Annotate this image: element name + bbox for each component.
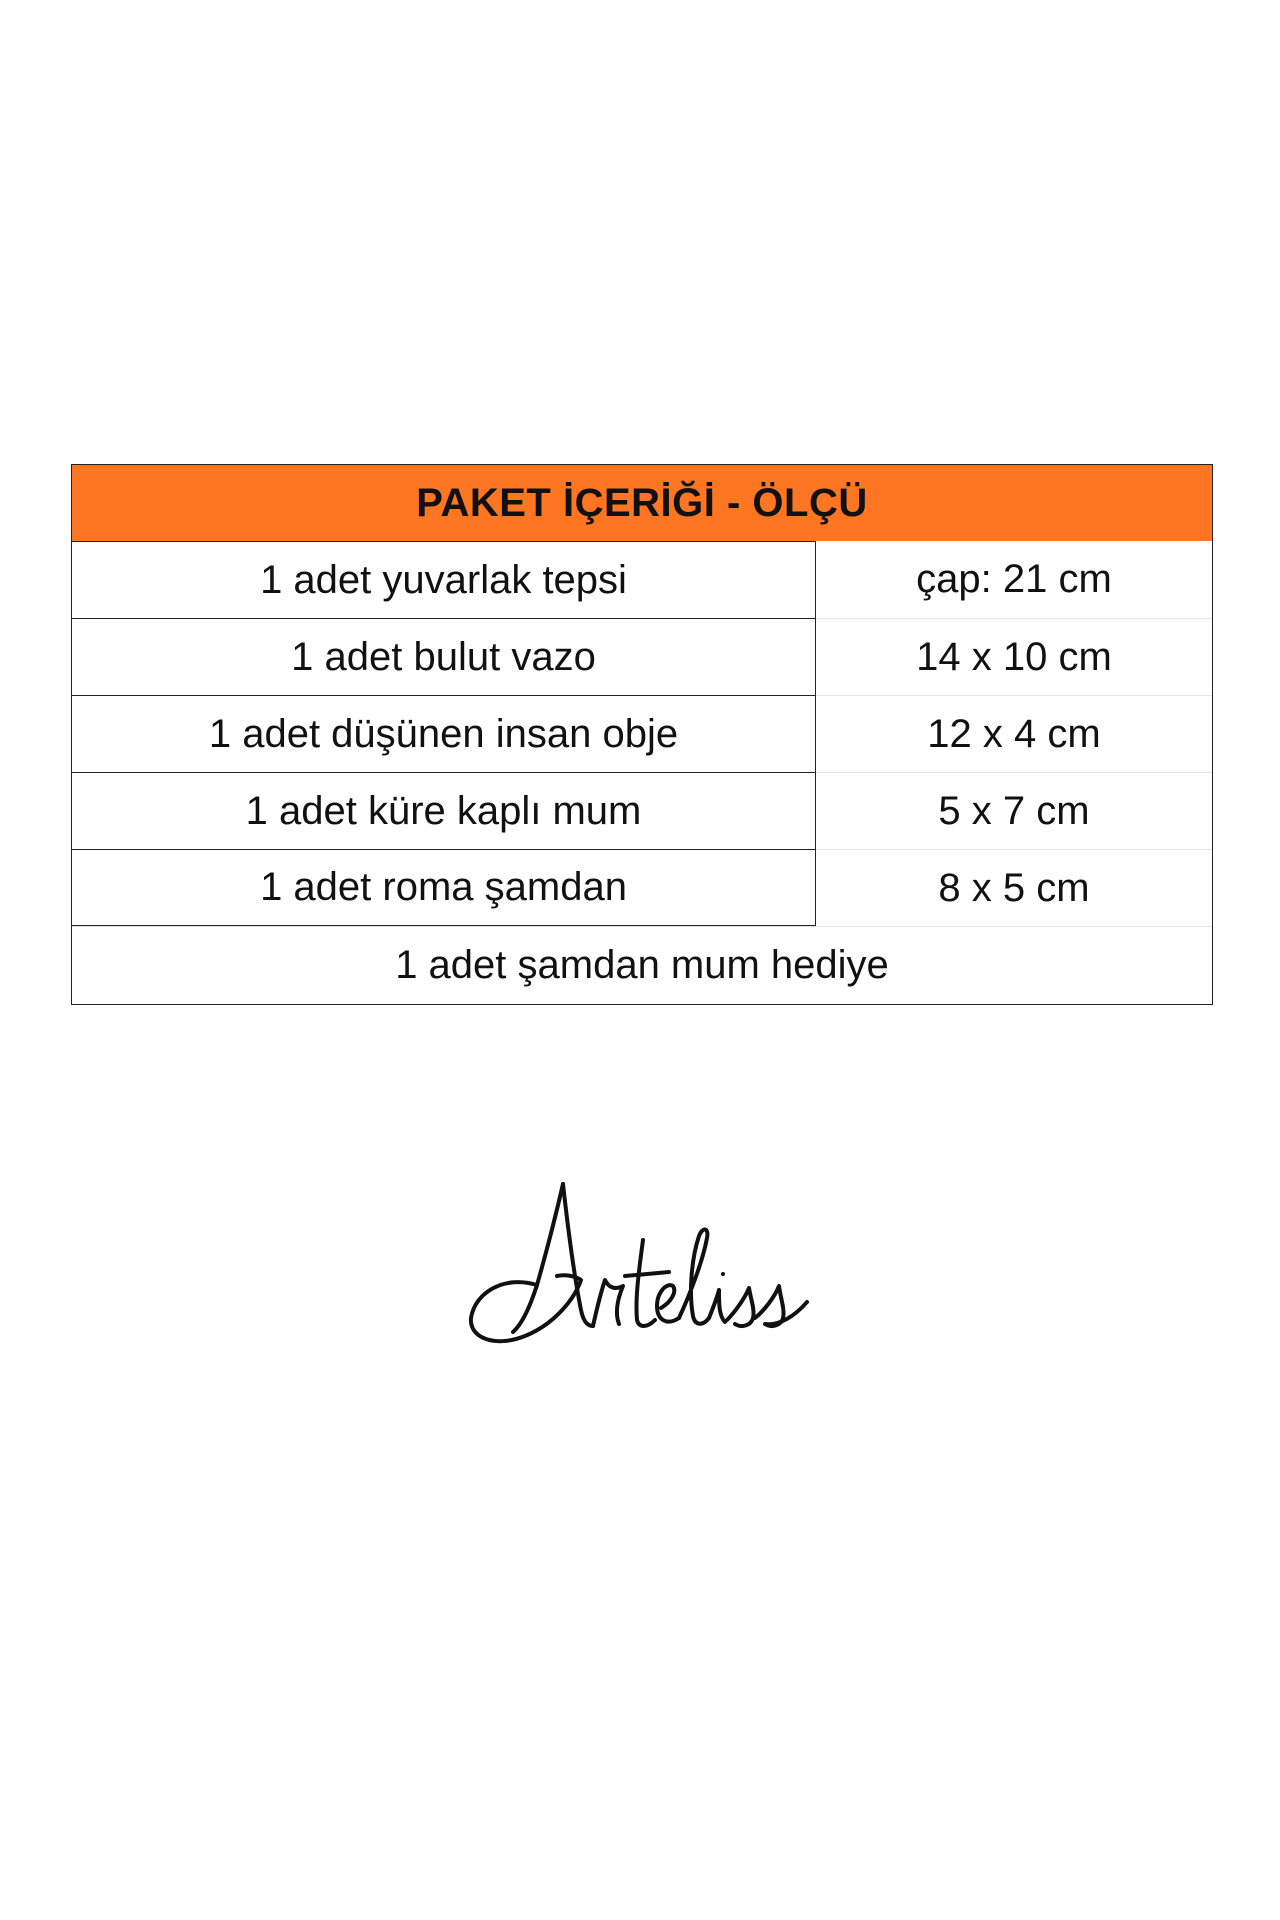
item-cell: 1 adet düşünen insan obje — [72, 695, 816, 772]
table-row — [72, 618, 1212, 695]
item-cell: 1 adet roma şamdan — [72, 849, 816, 926]
size-cell: çap: 21 cm — [916, 557, 1112, 601]
gift-row: 1 adet şamdan mum hediye — [72, 926, 1212, 1004]
package-contents-table — [71, 464, 1213, 1005]
size-cell: 8 x 5 cm — [816, 849, 1212, 926]
item-cell: 1 adet küre kaplı mum — [72, 772, 816, 849]
size-cell: 14 x 10 cm — [816, 618, 1212, 695]
table-row — [72, 541, 1212, 618]
table-header: PAKET İÇERİĞİ - ÖLÇÜ — [72, 465, 1212, 541]
table-row — [72, 849, 1212, 926]
table-rows — [72, 541, 1212, 926]
item-cell: 1 adet yuvarlak tepsi — [72, 541, 816, 618]
size-cell: 12 x 4 cm — [816, 695, 1212, 772]
table-row — [72, 695, 1212, 772]
table-row — [72, 772, 1212, 849]
size-cell: 5 x 7 cm — [816, 772, 1212, 849]
brand-logo — [465, 1180, 815, 1350]
item-cell: 1 adet bulut vazo — [72, 618, 816, 695]
